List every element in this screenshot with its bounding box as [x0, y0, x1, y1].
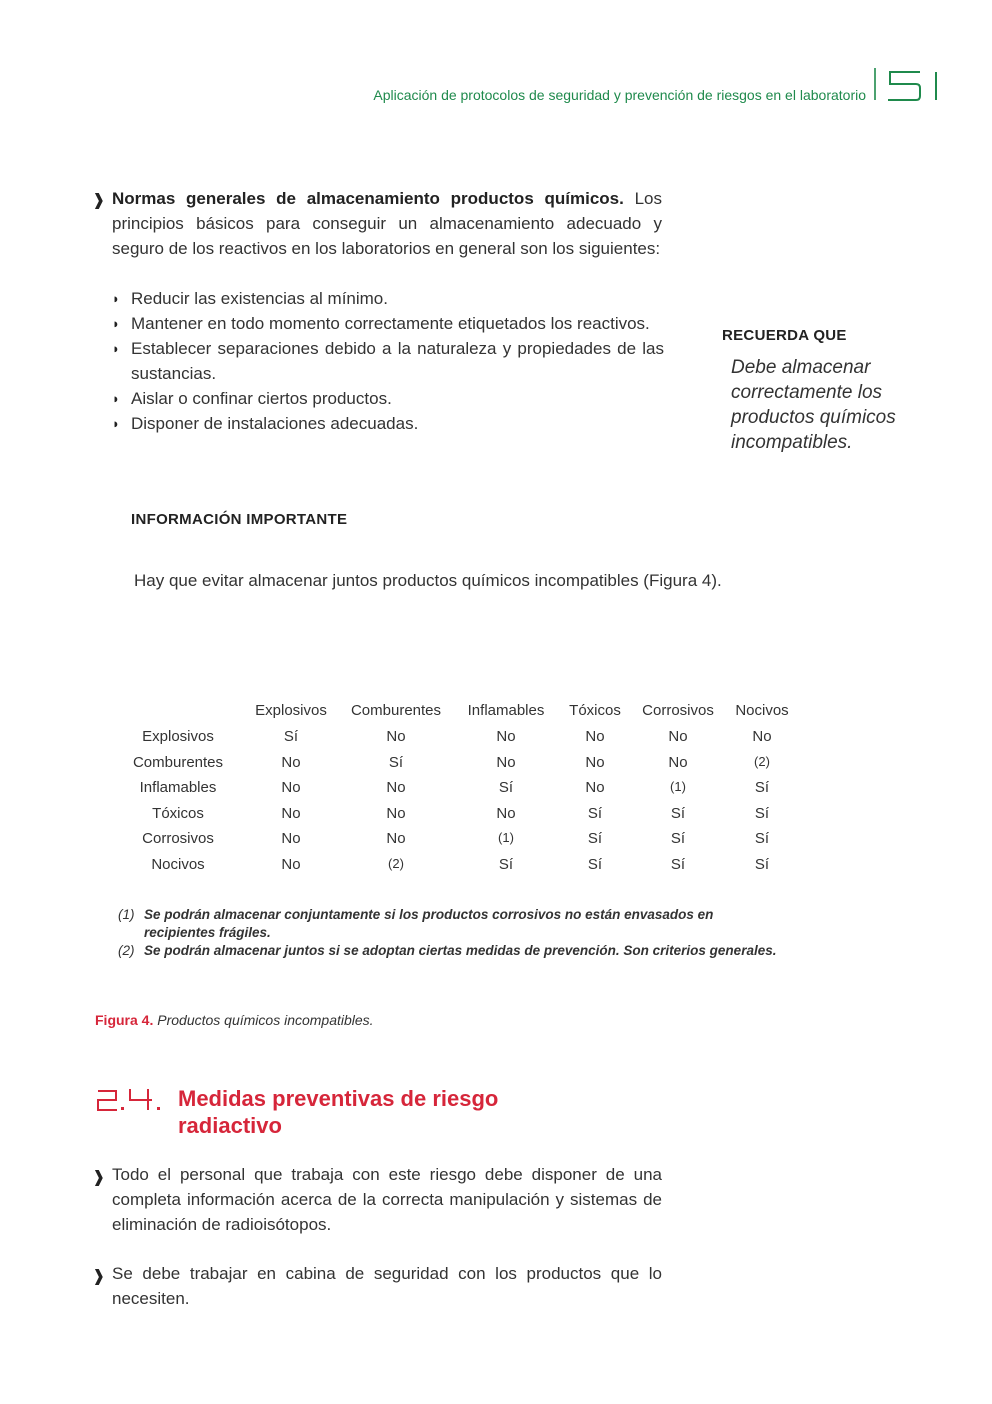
table-cell: Sí	[498, 855, 514, 873]
table-cell: Sí	[498, 779, 514, 796]
table-cell: Sí	[587, 855, 603, 873]
bullet-marker: ❱	[92, 1268, 106, 1285]
table-cell: Sí	[587, 804, 603, 822]
column-header: Explosivos	[255, 702, 327, 719]
section-bullet-1: Todo el personal que trabaja con este riesgo debe disponer de una completa información acerca de la correcta manipulación y sistemas de eliminación de radioisótopos.	[112, 1165, 662, 1234]
section-title: Medidas preventivas de riesgo radiactivo	[178, 1086, 499, 1138]
list-item: ◗ Reducir las existencias al mínimo.	[112, 286, 664, 311]
row-header: Explosivos	[142, 728, 214, 745]
table-cell: Sí	[754, 830, 770, 847]
table-cell: Sí	[754, 804, 770, 822]
figure-label: Figura 4.	[95, 1012, 154, 1028]
info-text: Hay que evitar almacenar juntos productos químicos incompatibles (Figura 4).	[134, 571, 722, 590]
table-cell: No	[496, 728, 516, 745]
row-header: Inflamables	[139, 779, 217, 796]
column-header: Corrosivos	[642, 702, 714, 719]
column-header: Nocivos	[735, 702, 789, 719]
running-head: Aplicación de protocolos de seguridad y prevención de riesgos en el laboratorio	[373, 87, 866, 103]
table-cell: (1)	[498, 830, 514, 845]
table-cell: No	[585, 753, 605, 771]
table-notes	[118, 906, 788, 960]
table-cell: No	[668, 728, 688, 745]
table-cell: No	[585, 779, 605, 796]
section-bullet-2: Se debe trabajar en cabina de seguridad con los productos que lo necesiten.	[112, 1264, 662, 1308]
table-cell: (1)	[670, 779, 686, 794]
table-cell: No	[386, 728, 406, 745]
row-header: Corrosivos	[142, 830, 214, 847]
column-header: Comburentes	[350, 702, 442, 719]
table-cell: No	[752, 728, 772, 745]
sidebar-title: RECUERDA QUE	[722, 327, 847, 344]
bullet-marker: ❱	[92, 192, 106, 209]
list-item: ◗ Establecer separaciones debido a la naturaleza y propiedades de las sustancias.	[112, 336, 664, 386]
page-number	[870, 66, 942, 106]
table-cell: Sí	[670, 804, 686, 822]
row-header: Comburentes	[132, 753, 224, 771]
table-cell: No	[668, 753, 688, 771]
table-cell: No	[585, 728, 605, 745]
table-cell: No	[281, 830, 301, 847]
storage-text: Los principios básicos para conseguir un almacenamiento adecuado y seguro de los reactivos en los laboratorios en general son los siguientes:	[112, 189, 662, 258]
table-cell: No	[281, 855, 301, 873]
section-number	[96, 1086, 168, 1114]
list-item: ◗ Aislar o confinar ciertos productos.	[112, 386, 664, 411]
column-header: Tóxicos	[569, 702, 621, 719]
info-title: INFORMACIÓN IMPORTANTE	[131, 511, 348, 528]
table-cell: Sí	[754, 855, 770, 873]
table-cell: Sí	[388, 753, 404, 771]
column-header: Inflamables	[467, 702, 545, 719]
storage-lead: Normas generales de almacenamiento productos químicos.	[112, 189, 624, 208]
bullet-icon: ◗	[112, 291, 120, 306]
table-cell: (2)	[388, 855, 404, 871]
bullet-icon: ◗	[112, 316, 120, 331]
storage-list	[112, 286, 664, 436]
bullet-marker: ❱	[92, 1169, 106, 1186]
sidebar-text: Debe almacenar correctamente los productos químicos incompatibles.	[731, 357, 896, 453]
bullet-icon: ◗	[112, 416, 120, 431]
storage-paragraph	[112, 186, 662, 261]
table-cell: Sí	[283, 728, 299, 745]
table-cell: Sí	[754, 779, 770, 796]
table-cell: No	[281, 753, 301, 771]
table-cell: No	[281, 804, 301, 822]
note-1: (1) Se podrán almacenar conjuntamente si los productos corrosivos no están envasados en recipientes frágiles.	[118, 907, 714, 940]
table-cell: No	[386, 830, 406, 847]
figure-caption	[95, 1012, 374, 1028]
table-cell: (2)	[754, 753, 770, 769]
table-cell: No	[496, 804, 516, 822]
note-2: (2) Se podrán almacenar juntos si se adoptan ciertas medidas de prevención. Son criterios generales.	[118, 943, 777, 958]
figure-text: Productos químicos incompatibles.	[157, 1012, 374, 1028]
table-cell: No	[386, 779, 406, 796]
table-cell: No	[386, 804, 406, 822]
table-cell: Sí	[587, 830, 603, 847]
bullet-icon: ◗	[112, 341, 120, 356]
row-header: Nocivos	[151, 855, 205, 873]
row-header: Tóxicos	[152, 804, 204, 822]
list-item: ◗ Mantener en todo momento correctamente etiquetados los reactivos.	[112, 311, 664, 336]
bullet-icon: ◗	[112, 391, 120, 406]
table-cell: Sí	[670, 830, 686, 847]
list-item: ◗ Disponer de instalaciones adecuadas.	[112, 411, 664, 436]
table-cell: No	[496, 753, 516, 771]
table-cell: Sí	[670, 855, 686, 873]
table-cell: No	[281, 779, 301, 796]
